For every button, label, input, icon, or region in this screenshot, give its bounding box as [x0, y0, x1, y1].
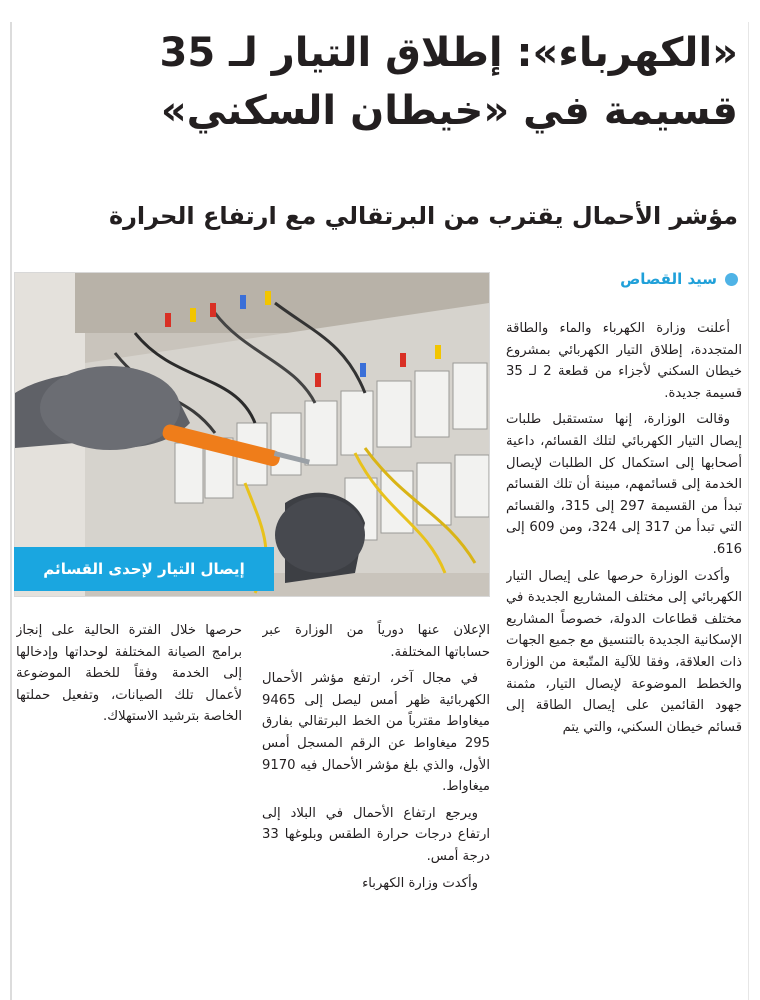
paragraph: حرصها خلال الفترة الحالية على إنجاز برامج الصيانة المختلفة لوحداتها وإدخالها إلى الخدمة وفقاً للخطة الموضوعة لأعمال تلك الصيانات، وتفعيل حملتها الخاصة بترشيد الاستهلاك. — [16, 623, 242, 725]
paragraph: وأكدت وزارة الكهرباء — [362, 875, 478, 891]
headline-line-1: «الكهرباء»: إطلاق التيار لـ 35 — [159, 30, 738, 76]
article-column-3 — [16, 620, 242, 820]
author-name: سيد القصاص — [620, 270, 717, 288]
paragraph: وقالت الوزارة، إنها ستستقبل طلبات إيصال التيار الكهربائي لتلك القسائم، داعية أصحابها إلى استكمال كل الطلبات لإيصال الخدمة إلى قسائمهم، مبينة أن تلك القسائم تبدأ من القسيمة 297 إلى 315، والقسائم التي تبدأ من 317 إلى 324، ومن 609 إلى 616. — [506, 412, 742, 557]
byline — [620, 270, 738, 288]
paragraph: في مجال آخر، ارتفع مؤشر الأحمال الكهربائية ظهر أمس ليصل إلى 9465 ميغاواط مقترباً من الخط البرتقالي بفارق 295 ميغاواط عن الرقم المسجل أمس الأول، والذي بلغ مؤشر الأحمال فيه 9170 ميغاواط. — [262, 671, 490, 795]
paragraph: ويرجع ارتفاع الأحمال في البلاد إلى ارتفاع درجات حرارة الطقس وبلوغها 33 درجة أمس. — [262, 805, 490, 864]
paragraph: الإعلان عنها دورياً من الوزارة عبر حساباتها المختلفة. — [262, 623, 490, 660]
article-column-2 — [262, 620, 490, 1000]
article-column-1 — [506, 318, 742, 998]
headline — [138, 24, 738, 140]
column-rule-right — [748, 22, 749, 1000]
headline-line-2: قسيمة في «خيطان السكني» — [160, 88, 738, 134]
paragraph: وأكدت الوزارة حرصها على إيصال التيار الكهربائي إلى مختلف المشاريع الجديدة في مختلف قطاعات الدولة، خصوصاً المشاريع الإسكانية الجديدة بالتنسيق مع جميع الجهات ذات العلاقة، وفقا للآلية المتّبعة من الوزارة والخطط الموضوعة لإيصال التيار، مثمنة جهود القائمين على إيصال الطاقة إلى قسائم خيطان السكني، والتي يتم — [506, 568, 742, 735]
subheadline: مؤشر الأحمال يقترب من البرتقالي مع ارتفاع الحرارة — [108, 202, 738, 230]
paragraph: أعلنت وزارة الكهرباء والماء والطاقة المتجددة، إطلاق التيار الكهربائي بمشروع خيطان السكني لأجزاء من قطعة 2 لـ 35 قسيمة جديدة. — [506, 321, 742, 401]
photo-caption: إيصال التيار لإحدى القسائم — [14, 547, 274, 591]
bullet-dot-icon — [725, 273, 738, 286]
column-rule-left — [10, 22, 12, 1000]
